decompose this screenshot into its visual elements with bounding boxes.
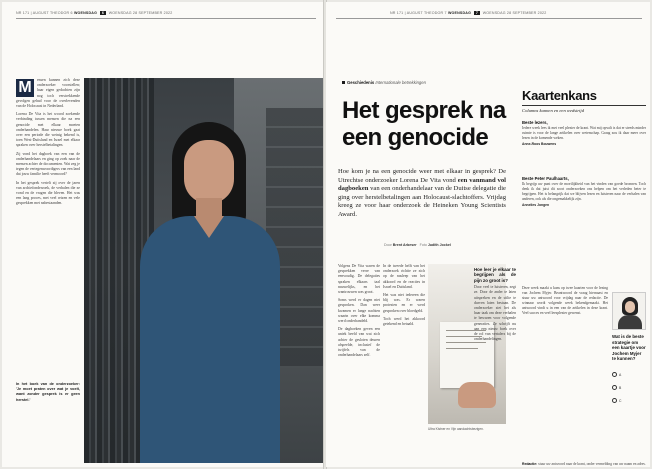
left-folio-prefix: NR 171 | AUGUST THEODOR 6	[16, 11, 73, 15]
right-col1-para: De dagboeken geven een uniek beeld van wat zich achter de gesloten deuren afspeelde, inclusief de twijfels van de onderhandelaars zelf.	[338, 327, 380, 358]
left-page-number: 6	[101, 11, 105, 15]
entry-signature: Annelies Jongen	[522, 203, 550, 207]
headline: Het gesprek na een genocide	[342, 97, 506, 151]
left-col1-para: In het gesprek vertelt zij over de jaren van archiefonderzoek, de verhalen die ze vond en de vragen die bleven. Het was een lang proces, met veel reizen en vele gesprekken met nabestaanden.	[16, 180, 80, 206]
entry-signature: Anne-Roos Bouwens	[522, 142, 557, 146]
left-col1-para: ensen kunnen zich deze onderzoeker voorstellen; haar eigen gedachten zijn nog toch verstrekkende gevolgen gehad voor de overlevenden van de Holocaust in Nederland.	[16, 78, 80, 109]
left-folio	[16, 11, 172, 15]
quiz-option[interactable]	[612, 385, 646, 390]
right-folio-rule	[336, 18, 642, 19]
left-page	[2, 2, 324, 467]
standfirst	[338, 168, 506, 220]
left-folio-section: WOENSDAG	[73, 11, 98, 15]
byline-author: Brent Arbeser	[392, 243, 417, 247]
quiz-option-label: B	[619, 385, 622, 390]
radio-circle-icon[interactable]	[612, 372, 617, 377]
byline	[384, 243, 451, 247]
left-folio-rule	[16, 18, 316, 19]
photo-credit-label: Foto	[419, 243, 427, 247]
sidebar-kaartenkans	[522, 64, 646, 466]
right-col2-para: In de tweede helft van het onderzoek richtte ze zich op de nasleep van het akkoord en de reacties in Israel en Duitsland.	[383, 264, 425, 289]
entry-salutation: Beste Peter Paulhaarts,	[522, 176, 569, 181]
sidebar-subtitle: Columns kunnen en een wedstrijd	[522, 108, 585, 113]
left-folio-date: WOENSDAG 28 SEPTEMBER 2022	[108, 11, 173, 15]
sidebar-footer-text: stuur uw antwoord naar de krant, onder vermelding van uw naam en adres.	[538, 462, 646, 466]
quiz-text: Deze week maakt u kans op twee kaarten voor de lezing van Jochem Myjer. Beantwoord de vraag hiernaast en stuur uw antwoord voor vrijdag naar de redactie. De winnaar wordt volgende week bekendgemaakt. Het antwoord vindt u in een van de artikelen in deze krant. Veel succes en veel leesplezier gewenst.	[522, 286, 608, 315]
right-folio-prefix: NR 171 | AUGUST THEODOR 7	[390, 11, 447, 15]
right-column-2	[383, 264, 425, 460]
sidebar-entry-1	[522, 120, 646, 147]
left-column-1	[16, 78, 80, 378]
sidebar-title: Kaartenkans	[522, 88, 597, 103]
left-col1-para: Zij vond het dagboek van een van de onderhandelaars en ging op zoek naar de mensen achter de documenten. Wat zeg je tegen de vertegenwoordigers van een land dat jouw familie heeft vermoord?	[16, 151, 80, 177]
column-subhead: Hoe leer je elkaar te begrijpen als de pijn zo groot is?	[474, 267, 516, 283]
quiz-option[interactable]	[612, 372, 646, 377]
left-pull-quote	[16, 382, 80, 462]
right-folio-date: WOENSDAG 28 SEPTEMBER 2022	[482, 11, 547, 15]
right-folio	[390, 11, 546, 15]
article-kicker	[342, 80, 426, 85]
standfirst-bold: een vanmand vol dagboeken	[338, 176, 506, 193]
right-column-3	[474, 264, 516, 462]
radio-circle-icon[interactable]	[612, 385, 617, 390]
standfirst-part-1: Hoe kom je na een genocide weer met elkaar in gesprek? De Utrechtse onderzoeker Lorena De Vita vond	[338, 168, 506, 184]
quiz-question: Wat is de beste strategie om een kaartje voor Jochem Myjer te kunnen?	[612, 334, 646, 362]
quiz-option-label: A	[619, 372, 622, 377]
columnist-portrait	[612, 292, 646, 330]
right-col2-para: Toch werd het akkoord getekend en betaald.	[383, 316, 425, 327]
photo-face	[184, 140, 234, 204]
quiz-options	[612, 372, 646, 411]
pull-quote-text: In het boek van de onderzoeker: 'Je moet praten over wat je voelt, want zonder gesprek is er geen herstel.'	[16, 382, 80, 402]
standfirst-part-2: van een onderhandelaar van de Duitse delegatie die ging over herstelbetalingen aan Holocaust-slachtoffers. Vrijdag kreeg ze voor haar onderzoek de Heineken Young Scientists Award.	[338, 185, 506, 218]
photo-body	[140, 216, 280, 463]
sidebar-footer-label: Redactie:	[522, 462, 538, 466]
kicker-label: Geschiedenis	[347, 80, 375, 85]
right-folio-section: WOENSDAG	[447, 11, 472, 15]
sidebar-rule	[522, 105, 646, 106]
left-col1-para: Lorena De Vita is het woord zoekende verbinding tussen mensen die na een genocide met elkaar moeten onderhandelen. Haar nieuwe boek gaat over een periode die weinig bekend is, toen West-Duitsland en Israel met elkaar spraken over herstelbetalingen.	[16, 112, 80, 148]
portrait-face	[625, 301, 635, 313]
kicker-square-icon	[342, 81, 345, 84]
entry-text: Iedere week lees ik met veel plezier de krant. Wat mij opvalt is dat er steeds minder ruimte is voor de lange artikelen over wetenschap. Graag zou ik daar meer over lezen in de komende weken.	[522, 126, 646, 140]
portrait-photo	[84, 78, 324, 463]
right-col2-para: Het was niet iedereen die blij was. Er waren protesten en er werd gesproken over bloedgeld.	[383, 293, 425, 313]
sidebar-entry-2	[522, 176, 646, 208]
right-col3-para: Door veel te luisteren, zegt ze. Door de ander te laten uitspreken en de stilte te durven laten bestaan. De onderzoeker ziet het als haar taak om deze verhalen te bewaren voor volgende generaties. Ze schrijft nu aan een nieuw boek over de rol van vertalers bij de onderhandelingen.	[474, 285, 516, 342]
right-col1-para: Soms werd er dagen niet gesproken. Dan weer kwamen er lange nachten waarin over elke komma werd onderhandeld.	[338, 298, 380, 324]
right-page-number: 7	[475, 11, 479, 15]
byline-label: Door	[384, 243, 392, 247]
portrait-body	[618, 315, 642, 330]
kicker-sub: Internationale betrekkingen	[375, 80, 426, 85]
right-col1-para: Volgens De Vita waren de gesprekken verre van eenvoudig. De delegaties spraken elkaars taal nauwelijks, en het wantrouwen was groot.	[338, 264, 380, 295]
entry-salutation: Beste lezers,	[522, 120, 548, 125]
quiz-option-label: C	[619, 398, 622, 403]
entry-text: Ik begrijp uw punt over de moeilijkheid van het vinden van goede bronnen. Toch denk ik dat juist dit soort onderzoeken ons helpen om het verleden beter te begrijpen. Het is belangrijk dat we blijven lezen en luisteren naar de verhalen van anderen, ook als die ongemakkelijk zijn.	[522, 182, 646, 201]
inset-caption: Ultra Kistner en Vijn aandachtsbezigen.	[428, 427, 484, 431]
sidebar-footer	[522, 462, 646, 467]
right-page	[326, 2, 650, 467]
radio-circle-icon[interactable]	[612, 398, 617, 403]
photo-credit-author: Judith Jockel	[427, 243, 451, 247]
quiz-option[interactable]	[612, 398, 646, 403]
dropcap: M	[16, 79, 34, 97]
right-column-1	[338, 264, 380, 460]
